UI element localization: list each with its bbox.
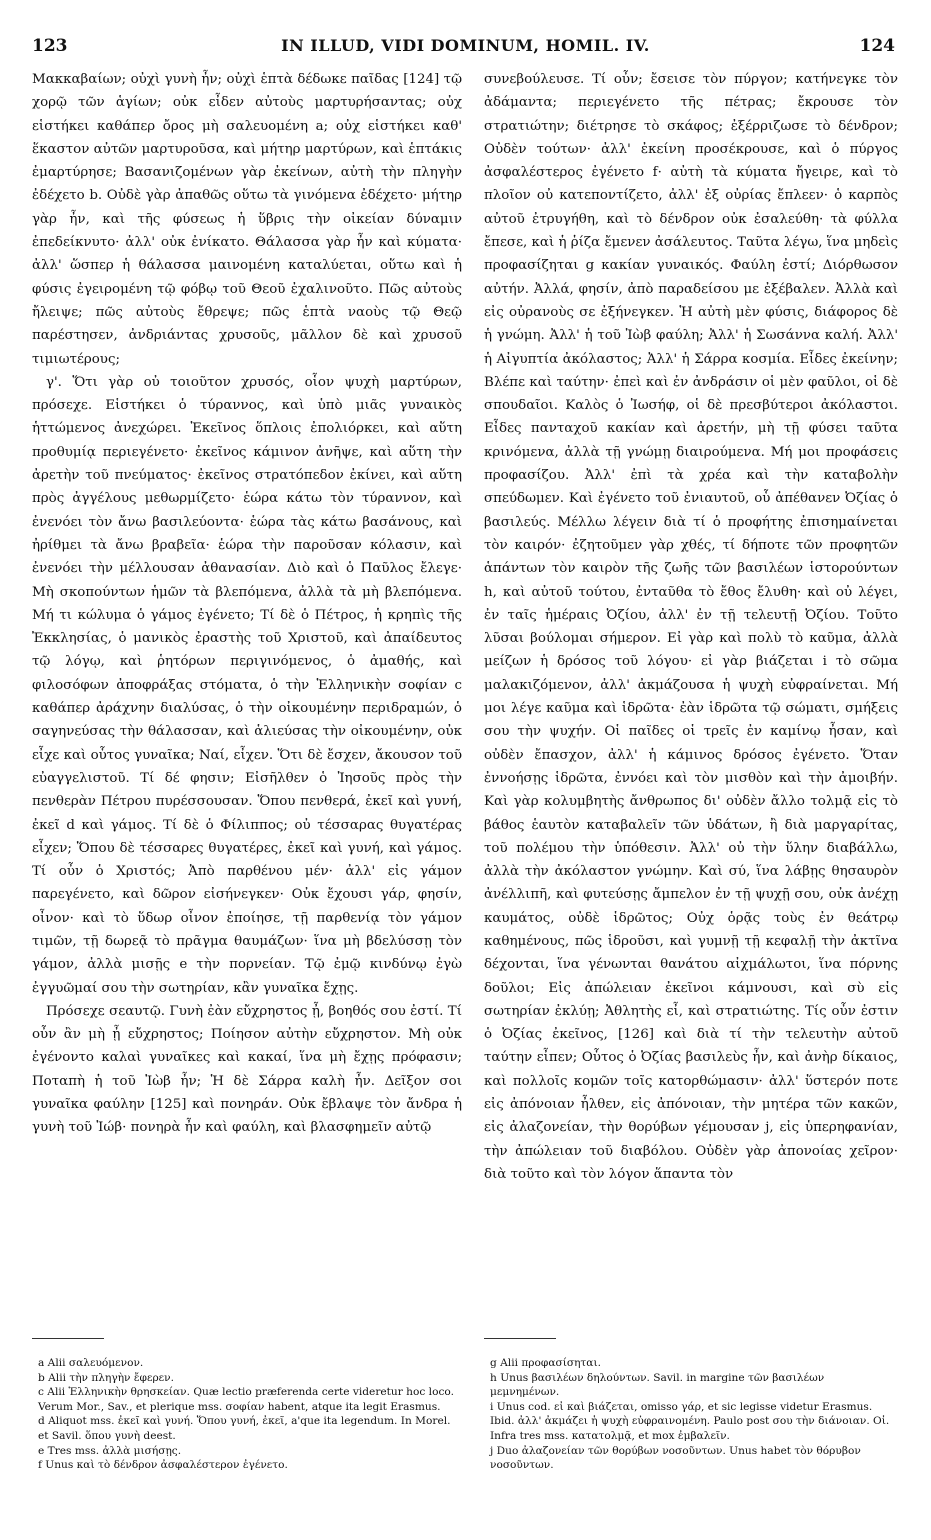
left-paragraph-3: Πρόσεχε σεαυτῷ. Γυνὴ ἐὰν εὔχρηστος ᾖ, βοηθός σου ἐστί. Τί οὖν ἂν μὴ ᾖ εὔχρηστος; Ποίησον αὐτὴν εὔχρηστον. Μὴ οὐκ ἐγένοντο καλαὶ γυναῖκες καὶ κακαί, ἵνα μὴ ἔχῃς πρόφασιν; Ποταπὴ ἡ τοῦ Ἰὼβ ἦν; Ἡ δὲ Σάρρα καλὴ ἦν. Δεῖξον σοι γυναῖκα φαύλην [125] καὶ πονηράν. Οὐκ ἔβλαψε τὸν ἄνδρα ἡ γυνὴ τοῦ Ἰώβ· πονηρὰ ἦν καὶ φαύλη, καὶ βλασφημεῖν αὐτῷ bbox=[32, 1003, 462, 1136]
footnotes-left bbox=[38, 1356, 458, 1473]
footnote-divider-left bbox=[32, 1338, 104, 1339]
footnote-j: j Duo ἀλαζονείαν τῶν θορύβων νοσοῦντων. Unus habet τὸν θόρυβον νοσοῦντων. bbox=[490, 1444, 861, 1472]
left-paragraph-1: Μακκαβαίων; οὐχὶ γυνὴ ἦν; οὐχὶ ἑπτὰ δέδωκε παῖδας [124] τῷ χορῷ τῶν ἁγίων; οὐκ εἶδεν αὐτοὺς μαρτυρήσαντας; οὐχ εἱστήκει καθάπερ ὄρος μὴ σαλευομένη a; οὐχ εἱστήκει καθ' ἕκαστον αὐτῶν μαρτυροῦσα, καὶ μήτηρ μαρτύρων, καὶ ἑπτάκις ἐμαρτύρησε; Βασανιζομένων γὰρ ἐκείνων, αὐτὴ τὴν πληγὴν ἐδέχετο b. Οὐδὲ γὰρ ἀπαθῶς οὕτω τὰ γινόμενα ἐδέχετο· μήτηρ γὰρ ἦν, καὶ τῆς φύσεως ἡ ὕβρις τὴν οἰκείαν δύναμιν ἐπεδείκνυτο· ἀλλ' οὐκ ἐνίκατο. Θάλασσα γὰρ ἦν καὶ κύματα· ἀλλ' ὥσπερ ἡ θάλασσα μαινομένη καταλύεται, οὕτω καὶ ἡ φύσις ἐγειρομένη τῷ φόβῳ τοῦ Θεοῦ ἐχαλινοῦτο. Πῶς αὐτοὺς ἤλειψε; πῶς αὐτοὺς ἔθρεψε; πῶς ἑπτὰ ναοὺς τῷ Θεῷ παρέστησεν, ἀνδριάντας χρυσοῦς, μᾶλλον δὲ καὶ χρυσοῦ τιμιωτέρους; bbox=[32, 72, 462, 367]
left-paragraph-2: γ'. Ὅτι γὰρ οὐ τοιοῦτον χρυσός, οἷον ψυχὴ μαρτύρων, πρόσεχε. Εἱστήκει ὁ τύραννος, καὶ ὑπὸ μιᾶς γυναικὸς ἡττώμενος ἀνεχώρει. Ἐκεῖνος ὅπλοις ἐπολιόρκει, καὶ αὕτη προθυμίᾳ περιεγένετο· ἐκεῖνος κάμινον ἀνῆψε, καὶ αὕτη τὴν ἀρετὴν τοῦ πνεύματος· ἐκεῖνος στρατόπεδον ἐκίνει, καὶ αὕτη πρὸς ἀγγέλους μεθωρμίζετο· ἑώρα κάτω τὸν τύραννον, καὶ ἐνενόει τὸν ἄνω βασιλεύοντα· ἑώρα τὰς κάτω βασάνους, καὶ ἠρίθμει τὰ ἄνω βραβεῖα· ἑώρα τὴν παροῦσαν κόλασιν, καὶ ἐνενόει τὴν μέλλουσαν ἀθανασίαν. Διὸ καὶ ὁ Παῦλος ἔλεγε· Μὴ σκοπούντων ἡμῶν τὰ βλεπόμενα, ἀλλὰ τὰ μὴ βλεπόμενα. Μή τι κώλυμα ὁ γάμος ἐγένετο; Τί δὲ ὁ Πέτρος, ἡ κρηπὶς τῆς Ἐκκλησίας, ὁ μανικὸς ἐραστὴς τοῦ Χριστοῦ, καὶ ἀπαίδευτος τῷ λόγῳ, καὶ ῥητόρων περιγινόμενος, ὁ ἀμαθής, καὶ φιλοσόφων ἀποφράξας στόματα, ὁ τὴν Ἑλληνικὴν σοφίαν c καθάπερ ἀράχνην διαλύσας, ὁ τὴν οἰκουμένην περιδραμών, ὁ σαγηνεύσας τὴν θάλασσαν, καὶ ἁλιεύσας τὴν οἰκουμένην, οὐκ εἶχε καὶ οὗτος γυναῖκα; Ναί, εἶχεν. Ὅτι δὲ ἔσχεν, ἄκουσον τοῦ εὐαγγελιστοῦ. Τί δέ φησιν; Εἰσῆλθεν ὁ Ἰησοῦς πρὸς τὴν πενθερὰν Πέτρου πυρέσσουσαν. Ὅπου πενθερά, ἐκεῖ καὶ γυνή, ἐκεῖ d καὶ γάμος. Τί δὲ ὁ Φίλιππος; οὐ τέσσαρας θυγατέρας εἶχεν; Ὅπου δὲ τέσσαρες θυγατέρες, ἐκεῖ καὶ γυνή, καὶ γάμος. Τί οὖν ὁ Χριστός; Ἀπὸ παρθένου μέν· ἀλλ' εἰς γάμον παρεγένετο, καὶ δῶρον εἰσήνεγκεν· Οὐκ ἔχουσι γάρ, φησίν, οἶνον· καὶ τὸ ὕδωρ οἶνον ἐποίησε, τῇ παρθενίᾳ τὸν γάμον τιμῶν, τῇ δωρεᾷ τὸ πρᾶγμα θαυμάζων· ἵνα μὴ βδελύσσῃ τὸν γάμον, ἀλλὰ μισῇς e τὴν πορνείαν. Τῷ ἐμῷ κινδύνῳ ἐγὼ ἐγγυῶμαί σου τὴν σωτηρίαν, κἂν γυναῖκα ἔχῃς. bbox=[32, 374, 462, 996]
page-number-left: 123 bbox=[32, 36, 68, 56]
footnote-b: b Alii τὴν πληγὴν ἔφερεν. bbox=[38, 1371, 174, 1384]
footnote-g: g Alii προφασίσηται. bbox=[490, 1357, 601, 1369]
footnote-divider-right bbox=[484, 1338, 556, 1339]
footnote-d: d Aliquot mss. ἐκεῖ καὶ γυνή. Ὅπου γυνή, ἐκεῖ, a'que ita legendum. In Morel. et Savil. ὅπου γυνὴ deest. bbox=[38, 1415, 451, 1442]
running-title: IN ILLUD, VIDI DOMINUM, HOMIL. IV. bbox=[281, 36, 650, 55]
footnote-i: i Unus cod. εἰ καὶ βιάζεται, omisso γάρ, et sic legisse videtur Erasmus. Ibid. ἀλλ' ἀκμάζει ἡ ψυχὴ εὐφραινομένη. Paulo post σου τὴν διάνοιαν. Οἱ. Infra tres mss. κατατολμᾷ, et mox ἐμβαλεῖν. bbox=[490, 1400, 890, 1442]
footnote-h: h Unus βασιλέων δηλούντων. Savil. in margine τῶν βασιλέων μεμνημένων. bbox=[490, 1371, 825, 1399]
footnote-f: f Unus καὶ τὸ δένδρον ἀσφαλέστερον ἐγένετο. bbox=[38, 1459, 288, 1472]
footnotes-right bbox=[490, 1356, 892, 1473]
right-column bbox=[484, 68, 898, 1186]
page-header bbox=[0, 36, 931, 62]
footnote-c: c Alii Ἑλληνικὴν θρησκείαν. Quæ lectio præferenda certe videretur hoc loco. Verum Mor., Sav., et plerique mss. σοφίαν habent, atque ita legit Erasmus. bbox=[38, 1386, 454, 1413]
left-column bbox=[32, 68, 462, 1140]
footnote-a: a Alii σαλευόμενον. bbox=[38, 1357, 144, 1369]
page-number-right: 124 bbox=[859, 36, 895, 56]
footnote-e: e Tres mss. ἀλλὰ μισήσῃς. bbox=[38, 1444, 182, 1457]
right-paragraph-1: συνεβούλευσε. Τί οὖν; ἔσεισε τὸν πύργον; κατήνεγκε τὸν ἀδάμαντα; περιεγένετο τῆς πέτρας; ἔκρουσε τὸν στρατιώτην; διέτρησε τὸ σκάφος; ἐξέρριζωσε τὸ δένδρον; Οὐδὲν τούτων· ἀλλ' ἐκείνη προσέκρουσε, καὶ ὁ πύργος ἀσφαλέστερος ἐγένετο f· αὐτὴ τὰ κύματα ἤγειρε, καὶ τὸ πλοῖον οὐ κατεποντίζετο, ἀλλ' ἐξ οὐρίας ἔπλεεν· ὁ καρπὸς αὐτοῦ ἐτρυγήθη, καὶ τὸ δένδρον οὐκ ἐσαλεύθη· τὰ φύλλα ἔπεσε, καὶ ἡ ῥίζα ἔμενεν ἀσάλευτος. Ταῦτα λέγω, ἵνα μηδεὶς προφασίζηται g κακίαν γυναικός. Φαύλη ἐστί; Διόρθωσον αὐτήν. Ἀλλά, φησίν, ἀπὸ παραδείσου με ἐξέβαλεν. Ἀλλὰ καὶ εἰς οὐρανοὺς σε ἐξήνεγκεν. Ἡ αὐτὴ μὲν φύσις, διάφορος δὲ ἡ γνώμη. Ἀλλ' ἡ τοῦ Ἰὼβ φαύλη; Ἀλλ' ἡ Σωσάννα καλή. Ἀλλ' ἡ Αἰγυπτία ἀκόλαστος; Ἀλλ' ἡ Σάρρα κοσμία. Εἶδες ἐκείνην; Βλέπε καὶ ταύτην· ἐπεὶ καὶ ἐν ἀνδράσιν οἱ μὲν φαῦλοι, οἱ δὲ σπουδαῖοι. Καλὸς ὁ Ἰωσήφ, οἱ δὲ πρεσβύτεροι ἀκόλαστοι. Εἶδες πανταχοῦ κακίαν καὶ ἀρετήν, μὴ τῇ φύσει ταῦτα κρινόμενα, ἀλλὰ τῇ γνώμῃ διαιρούμενα. Μή μοι προφάσεις προφασίζου. Ἀλλ' ἐπὶ τὰ χρέα καὶ τὴν καταβολὴν σπεύδωμεν. Καὶ ἐγένετο τοῦ ἐνιαυτοῦ, οὗ ἀπέθανεν Ὀζίας ὁ βασιλεύς. Μέλλω λέγειν διὰ τί ὁ προφήτης ἐπισημαίνεται τὸν καιρόν· ἐζητοῦμεν γὰρ χθές, τί δήποτε τῶν προφητῶν ἁπάντων τὸν καιρὸν τῆς ζωῆς τῶν βασιλέων ἱστορούντων h, καὶ αὐτοῦ τούτου, ἐνταῦθα τὸ ἔθος ἔλυθη· καὶ οὐ λέγει, ἐν ταῖς ἡμέραις Ὀζίου, ἀλλ' ἐν τῇ τελευτῇ Ὀζίου. Τοῦτο λῦσαι βούλομαι σήμερον. Εἰ γὰρ καὶ πολὺ τὸ καῦμα, ἀλλὰ μείζων ἡ δρόσος τοῦ λόγου· εἰ γὰρ βιάζεται i τὸ σῶμα μαλακιζόμενον, ἀλλ' ἀκμάζουσα ἡ ψυχὴ εὐφραίνεται. Μή μοι λέγε καῦμα καὶ ἱδρῶτα· ἐὰν ἱδρῶτα τῷ σώματι, σμήξεις σου τὴν ψυχήν. Οἱ παῖδες οἱ τρεῖς ἐν καμίνῳ ἦσαν, καὶ οὐδὲν ἔπασχον, ἀλλ' ἡ κάμινος δρόσος ἐγένετο. Ὅταν ἐννοήσῃς ἱδρῶτα, ἐννόει καὶ τὸν μισθὸν καὶ τὴν ἀμοιβήν. Καὶ γὰρ κολυμβητὴς ἄνθρωπος δι' οὐδὲν ἄλλο τολμᾷ εἰς τὸ βάθος ἑαυτὸν καταβαλεῖν τῶν ὑδάτων, ἢ διὰ μαργαρίτας, τοῦ πολέμου τὴν ὑπόθεσιν. Ἀλλ' οὐ τὴν ὕλην διαβάλλω, ἀλλὰ τὴν ἀκόλαστον γνώμην. Καὶ σύ, ἵνα λάβῃς θησαυρὸν ἀνέλλιπῆ, καὶ φυτεύσῃς ἄμπελον ἐν τῇ ψυχῇ σου, οὐκ ἀνέχῃ καυμάτος, οὐδὲ ἱδρῶτος; Οὐχ ὁρᾷς τοὺς ἐν θεάτρῳ καθημένους, πῶς ἱδροῦσι, καὶ γυμνῇ τῇ κεφαλῇ τὴν ἀκτῖνα δέχονται, ἵνα γένωνται θανάτου αἰχμάλωτοι, ἵνα πόρνης δοῦλοι; Εἰς ἀπώλειαν ἐκεῖνοι κάμνουσι, καὶ σὺ εἰς σωτηρίαν ἐκλύῃ; Ἀθλητὴς εἶ, καὶ στρατιώτης. Τίς οὖν ἐστιν ὁ Ὀζίας ἐκεῖνος, [126] καὶ διὰ τί τὴν τελευτὴν αὐτοῦ ταύτην εἶπεν; Οὗτος ὁ Ὀζίας βασιλεὺς ἦν, καὶ ἀνὴρ δίκαιος, καὶ πολλοῖς κομῶν τοῖς κατορθώμασιν· ἀλλ' ὕστερόν ποτε εἰς ἀπόνοιαν ἦλθεν, εἰς ἀπόνοιαν, τὴν μητέρα τῶν κακῶν, εἰς ἀλαζονείαν, τὴν θορύβων γέμουσαν j, εἰς ὑπερηφανίαν, τὴν ἀπώλειαν τοῦ διαβόλου. Οὐδὲν γὰρ ἀπονοίας χεῖρον· διὰ τοῦτο καὶ τὸν λόγον ἅπαντα τὸν bbox=[484, 72, 898, 1182]
